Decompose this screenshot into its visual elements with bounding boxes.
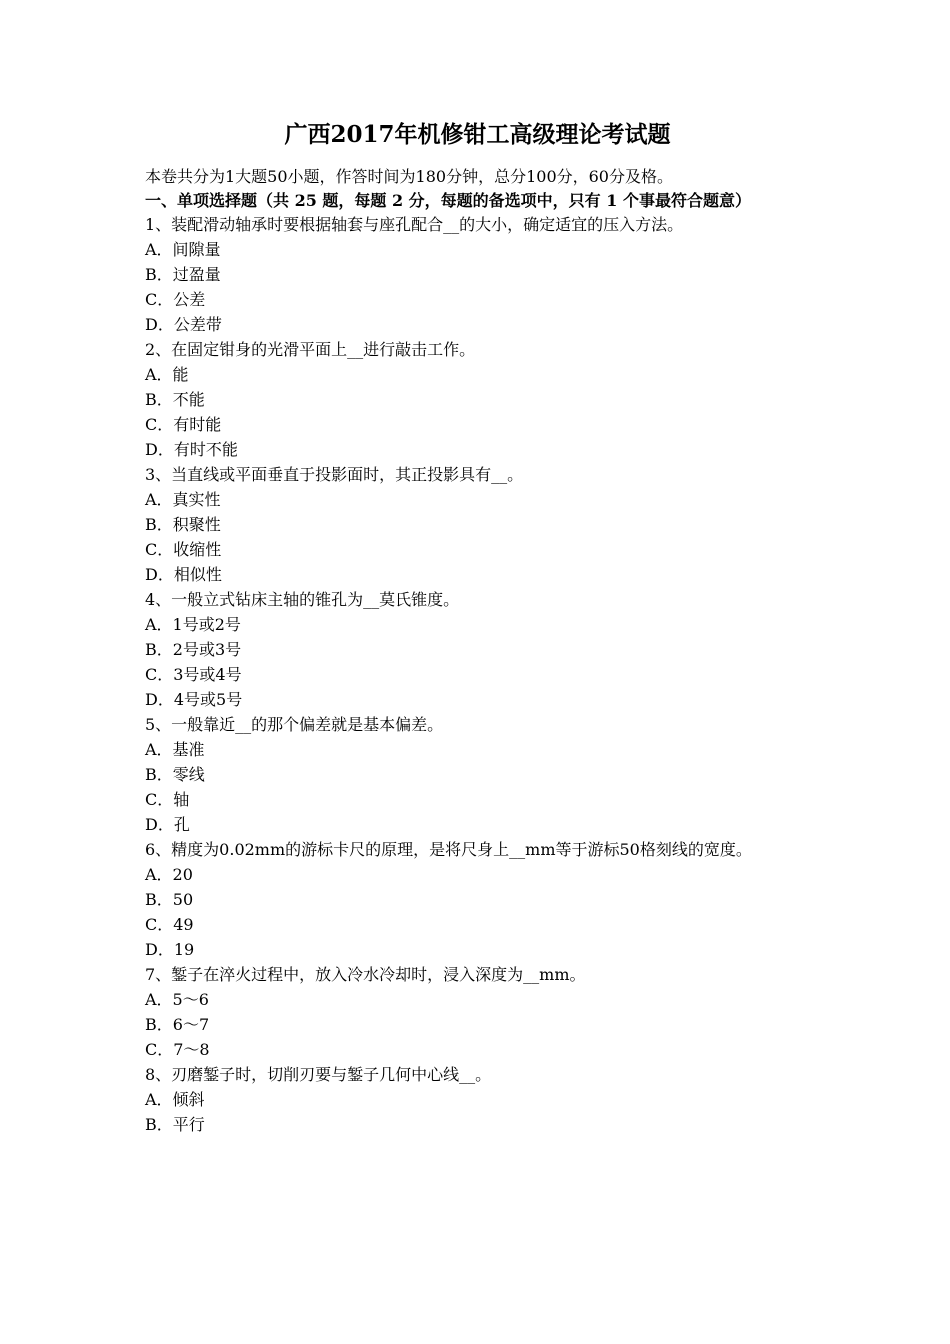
question-stem: 4、一般立式钻床主轴的锥孔为__莫氏锥度。 <box>145 590 460 609</box>
question-stem: 6、精度为0.02mm的游标卡尺的原理，是将尺身上__mm等于游标50格刻线的宽度。 <box>145 840 752 859</box>
question-stem: 2、在固定钳身的光滑平面上__进行敲击工作。 <box>145 340 476 359</box>
answer-option: D．公差带 <box>145 315 222 334</box>
answer-option: D．相似性 <box>145 565 222 584</box>
question-block <box>145 837 810 962</box>
answer-option: A．1号或2号 <box>145 615 241 634</box>
answer-option: D．孔 <box>145 815 190 834</box>
answer-option: C．有时能 <box>145 415 222 434</box>
answer-option: A．真实性 <box>145 490 221 509</box>
page-title: 广西2017年机修钳工高级理论考试题 <box>284 121 671 148</box>
question-stem: 8、刃磨錾子时，切削刃要与錾子几何中心线__。 <box>145 1065 492 1084</box>
answer-option: A．20 <box>145 865 193 884</box>
question-block <box>145 1062 810 1137</box>
answer-option: B．50 <box>145 890 194 909</box>
question-stem: 3、当直线或平面垂直于投影面时，其正投影具有__。 <box>145 465 524 484</box>
answer-option: A．5～6 <box>145 990 209 1009</box>
answer-option: B．积聚性 <box>145 515 221 534</box>
answer-option: B．过盈量 <box>145 265 221 284</box>
answer-option: B．不能 <box>145 390 205 409</box>
answer-option: A．能 <box>145 365 189 384</box>
answer-option: D．有时不能 <box>145 440 238 459</box>
question-block <box>145 712 810 837</box>
answer-option: C．49 <box>145 915 194 934</box>
answer-option: C．公差 <box>145 290 206 309</box>
answer-option: A．倾斜 <box>145 1090 205 1109</box>
question-block <box>145 587 810 712</box>
question-block <box>145 962 810 1062</box>
question-block <box>145 462 810 587</box>
answer-option: B．零线 <box>145 765 205 784</box>
answer-option: C．收缩性 <box>145 540 222 559</box>
question-stem: 7、錾子在淬火过程中，放入冷水冷却时，浸入深度为__mm。 <box>145 965 586 984</box>
answer-option: C．7～8 <box>145 1040 210 1059</box>
answer-option: A．间隙量 <box>145 240 221 259</box>
question-block <box>145 212 810 337</box>
answer-option: D．19 <box>145 940 195 959</box>
question-stem: 1、装配滑动轴承时要根据轴套与座孔配合__的大小，确定适宜的压入方法。 <box>145 215 684 234</box>
question-list <box>145 212 810 1137</box>
exam-page <box>145 118 810 1137</box>
answer-option: B．2号或3号 <box>145 640 242 659</box>
exam-intro: 本卷共分为1大题50小题，作答时间为180分钟，总分100分，60分及格。 <box>145 167 673 186</box>
answer-option: B．6～7 <box>145 1015 210 1034</box>
answer-option: B．平行 <box>145 1115 205 1134</box>
question-block <box>145 337 810 462</box>
answer-option: D．4号或5号 <box>145 690 243 709</box>
answer-option: A．基准 <box>145 740 205 759</box>
question-stem: 5、一般靠近__的那个偏差就是基本偏差。 <box>145 715 444 734</box>
section-heading: 一、单项选择题（共 25 题，每题 2 分，每题的备选项中，只有 1 个事最符合题意） <box>145 191 751 210</box>
answer-option: C．3号或4号 <box>145 665 242 684</box>
answer-option: C．轴 <box>145 790 190 809</box>
